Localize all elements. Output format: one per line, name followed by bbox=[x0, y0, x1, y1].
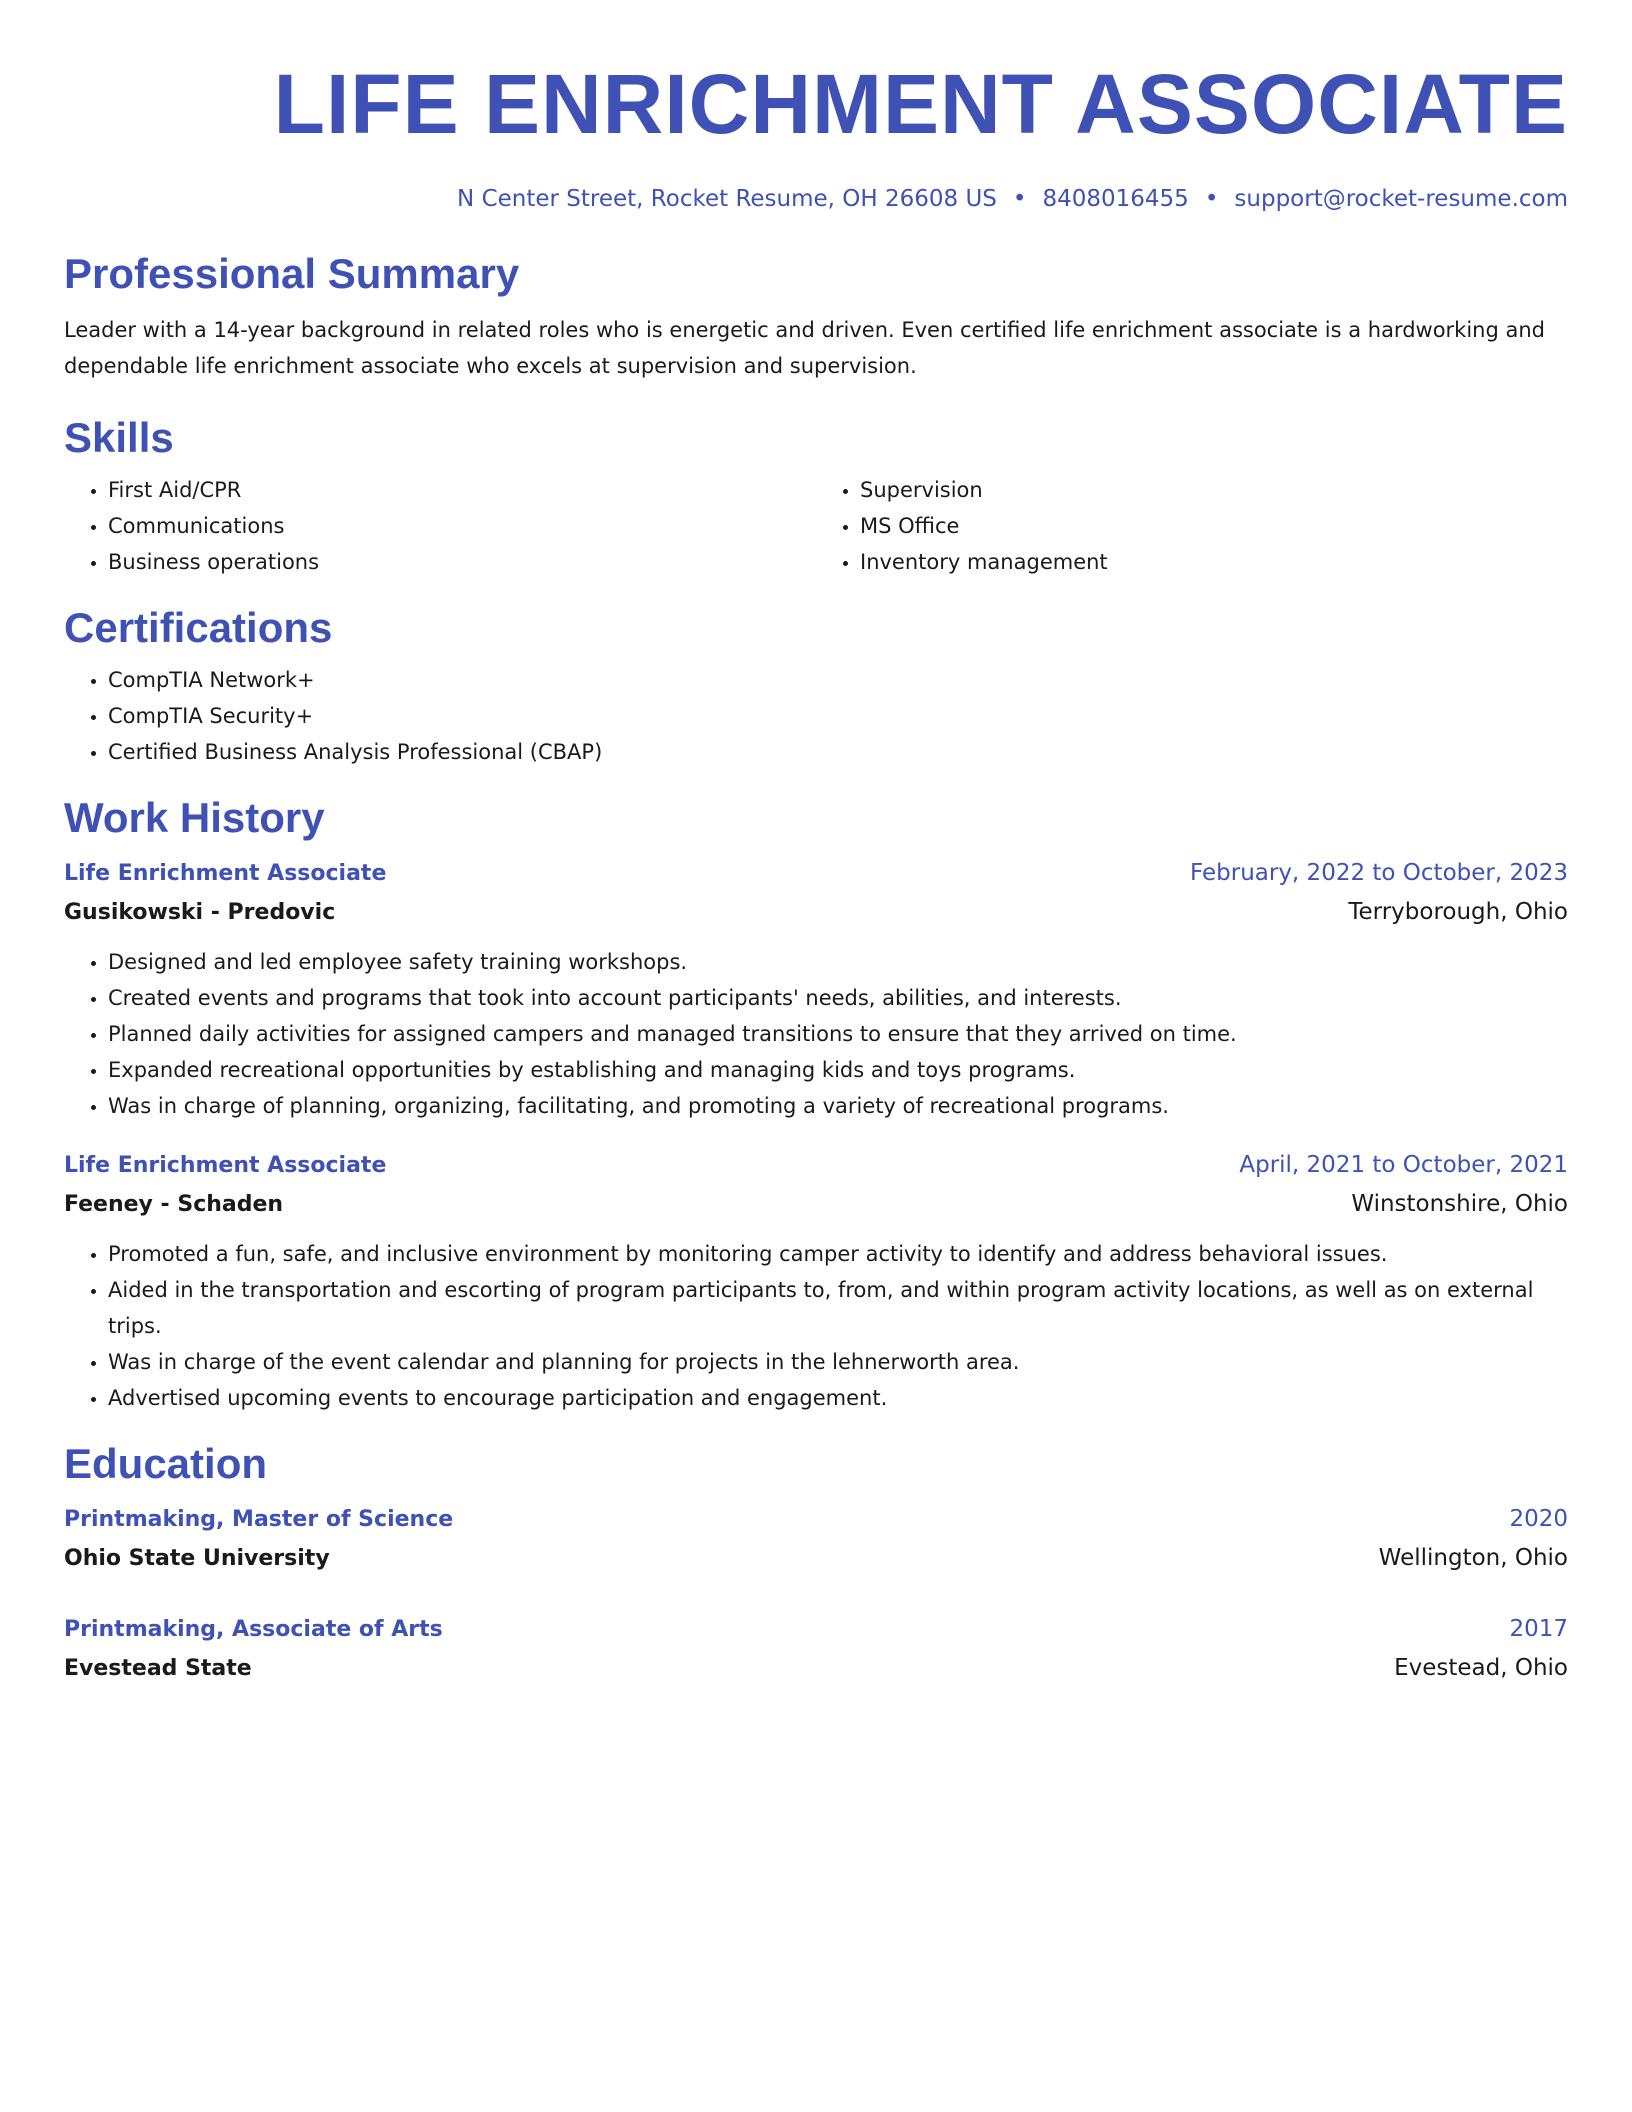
contact-line bbox=[64, 184, 1568, 214]
education-heading: Education bbox=[64, 1440, 268, 1487]
job-employer-row bbox=[64, 1185, 1568, 1224]
job-bullet: • Was in charge of the event calendar and planning for projects in the lehnerworth area. bbox=[108, 1344, 1568, 1380]
skills-left-column bbox=[64, 472, 816, 580]
employer: Gusikowski - Predovic bbox=[64, 900, 336, 925]
school: Ohio State University bbox=[64, 1546, 330, 1571]
job-dates: February, 2022 to October, 2023 bbox=[1190, 860, 1568, 886]
degree: Printmaking, Associate of Arts bbox=[64, 1617, 443, 1642]
skill-item: • Business operations bbox=[108, 544, 816, 580]
job-entry bbox=[64, 854, 1568, 1124]
job-header-row bbox=[64, 854, 1568, 893]
summary-heading: Professional Summary bbox=[64, 250, 520, 297]
graduation-year: 2017 bbox=[1509, 1616, 1568, 1642]
skill-item: • Supervision bbox=[860, 472, 1568, 508]
job-bullets bbox=[64, 1236, 1568, 1416]
skills-right-column bbox=[816, 472, 1568, 580]
job-bullet: • Created events and programs that took into account participants' needs, abilities, and interests. bbox=[108, 980, 1568, 1016]
separator: • bbox=[1012, 186, 1027, 212]
skill-item: • First Aid/CPR bbox=[108, 472, 816, 508]
school-location: Wellington, Ohio bbox=[1378, 1545, 1568, 1571]
job-location: Winstonshire, Ohio bbox=[1351, 1191, 1568, 1217]
employer: Feeney - Schaden bbox=[64, 1192, 284, 1217]
degree: Printmaking, Master of Science bbox=[64, 1507, 454, 1532]
job-bullet: • Expanded recreational opportunities by establishing and managing kids and toys programs. bbox=[108, 1052, 1568, 1088]
job-dates: April, 2021 to October, 2021 bbox=[1239, 1152, 1568, 1178]
education-school-row bbox=[64, 1649, 1568, 1688]
skills-heading: Skills bbox=[64, 414, 174, 461]
education-header-row bbox=[64, 1500, 1568, 1539]
job-location: Terryborough, Ohio bbox=[1348, 899, 1568, 925]
resume-title: LIFE ENRICHMENT ASSOCIATE bbox=[273, 57, 1568, 151]
education-entry bbox=[64, 1500, 1568, 1578]
education-school-row bbox=[64, 1539, 1568, 1578]
certification-item: • CompTIA Network+ bbox=[108, 662, 1568, 698]
job-header-row bbox=[64, 1146, 1568, 1185]
skill-item: • Communications bbox=[108, 508, 816, 544]
job-bullet: • Advertised upcoming events to encourage participation and engagement. bbox=[108, 1380, 1568, 1416]
email: support@rocket-resume.com bbox=[1234, 186, 1568, 212]
job-bullet: • Aided in the transportation and escorting of program participants to, from, and within program activity locations, as well as on external trips. bbox=[108, 1272, 1568, 1344]
skill-item: • Inventory management bbox=[860, 544, 1568, 580]
graduation-year: 2020 bbox=[1509, 1506, 1568, 1532]
education-entry bbox=[64, 1610, 1568, 1688]
phone: 8408016455 bbox=[1042, 186, 1189, 212]
certification-item: • Certified Business Analysis Professional (CBAP) bbox=[108, 734, 1568, 770]
work-history-heading: Work History bbox=[64, 794, 325, 841]
job-bullet: • Promoted a fun, safe, and inclusive environment by monitoring camper activity to identify and address behavioral issues. bbox=[108, 1236, 1568, 1272]
job-title: Life Enrichment Associate bbox=[64, 861, 387, 886]
school: Evestead State bbox=[64, 1656, 252, 1681]
separator: • bbox=[1204, 186, 1219, 212]
certifications-heading: Certifications bbox=[64, 604, 333, 651]
job-bullet: • Designed and led employee safety training workshops. bbox=[108, 944, 1568, 980]
job-bullet: • Was in charge of planning, organizing, facilitating, and promoting a variety of recreational programs. bbox=[108, 1088, 1568, 1124]
certifications-list bbox=[64, 662, 1568, 770]
school-location: Evestead, Ohio bbox=[1394, 1655, 1568, 1681]
job-entry bbox=[64, 1146, 1568, 1416]
job-employer-row bbox=[64, 893, 1568, 932]
job-bullets bbox=[64, 944, 1568, 1124]
address: N Center Street, Rocket Resume, OH 26608 US bbox=[457, 186, 997, 212]
job-bullet: • Planned daily activities for assigned campers and managed transitions to ensure that they arrived on time. bbox=[108, 1016, 1568, 1052]
resume-page bbox=[64, 54, 1568, 1688]
certification-item: • CompTIA Security+ bbox=[108, 698, 1568, 734]
skills-list bbox=[64, 472, 1568, 580]
job-title: Life Enrichment Associate bbox=[64, 1153, 387, 1178]
skill-item: • MS Office bbox=[860, 508, 1568, 544]
summary-text: Leader with a 14-year background in related roles who is energetic and driven. Even certified life enrichment associate is a hardworking and dependable life enrichment associate who excels at supervision and supervision. bbox=[64, 318, 1546, 378]
education-header-row bbox=[64, 1610, 1568, 1649]
